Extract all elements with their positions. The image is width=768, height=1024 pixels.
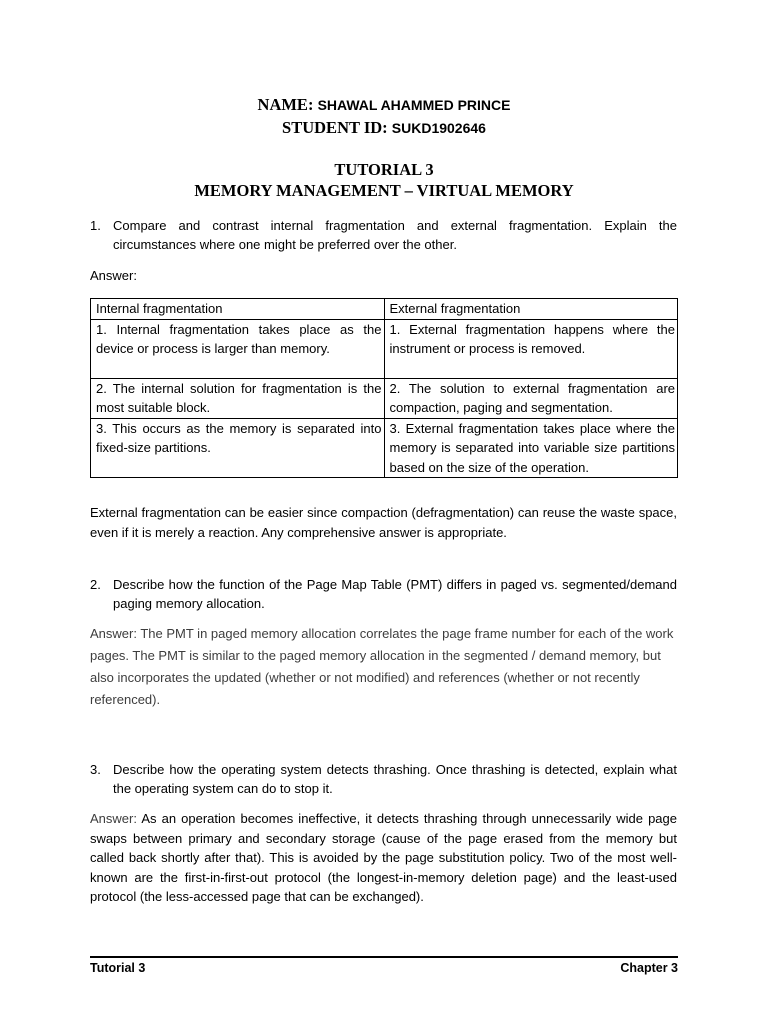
question-1-text: Compare and contrast internal fragmentation and external fragmentation. Explain the circumstances where one might be preferred over the other. <box>113 218 677 252</box>
table-header-cell: Internal fragmentation <box>91 299 385 320</box>
student-name: SHAWAL AHAMMED PRINCE <box>317 97 511 113</box>
footer-right: Chapter 3 <box>620 961 678 975</box>
table-header-cell: External fragmentation <box>384 299 678 320</box>
question-3-text: Describe how the operating system detects thrashing. Once thrashing is detected, explain what the operating system can do to stop it. <box>113 762 677 796</box>
table-cell: 1. External fragmentation happens where the instrument or process is removed. <box>384 319 678 378</box>
tutorial-title: TUTORIAL 3 <box>334 160 434 179</box>
answer-2-label: Answer: <box>90 626 137 641</box>
table-cell: 3. This occurs as the memory is separated into fixed-size partitions. <box>91 418 385 478</box>
student-id: SUKD1902646 <box>391 120 486 136</box>
table-cell: 2. The internal solution for fragmentation is the most suitable block. <box>91 378 385 418</box>
table-row <box>91 319 678 378</box>
answer-2 <box>90 623 680 711</box>
answer-2-text: The PMT in paged memory allocation correlates the page frame number for each of the work pages. The PMT is similar to the paged memory allocation in the segmented / demand memory, but also incorporates the updated (whether or not modified) and references (whether or not recently referenced). <box>90 626 674 707</box>
question-3-number: 3. <box>90 762 101 777</box>
table-header-row <box>91 299 678 320</box>
answer-1-label: Answer: <box>90 268 137 283</box>
table-cell: 1. Internal fragmentation takes place as the device or process is larger than memory. <box>91 319 385 378</box>
table-row <box>91 418 678 478</box>
answer-1-conclusion: External fragmentation can be easier since compaction (defragmentation) can reuse the waste space, even if it is merely a reaction. Any comprehensive answer is appropriate. <box>90 505 677 540</box>
tutorial-subtitle: MEMORY MANAGEMENT – VIRTUAL MEMORY <box>194 181 574 200</box>
answer-3 <box>90 809 677 907</box>
answer-3-text: As an operation becomes ineffective, it detects thrashing through unnecessarily wide page swaps between primary and secondary storage (cause of the page erased from the memory but called back shortly after that). This is avoided by the page substitution policy. Two of the most well-known are the first-in-first-out protocol (the longest-in-memory deletion page) and the least-used protocol (the less-accessed page that can be exchanged). <box>90 811 677 904</box>
table-cell: 2. The solution to external fragmentation are compaction, paging and segmentation. <box>384 378 678 418</box>
question-1-number: 1. <box>90 218 101 233</box>
footer-left: Tutorial 3 <box>90 961 146 975</box>
question-3 <box>90 760 677 798</box>
question-1 <box>90 216 677 254</box>
question-2-number: 2. <box>90 577 101 592</box>
question-2-text: Describe how the function of the Page Map Table (PMT) differs in paged vs. segmented/demand paging memory allocation. <box>113 577 677 611</box>
student-name-line <box>0 95 768 115</box>
student-id-line <box>0 118 768 138</box>
footer-divider <box>90 956 678 958</box>
answer-3-label: Answer: <box>90 811 137 826</box>
student-id-label: STUDENT ID: <box>282 118 388 137</box>
name-label: NAME: <box>257 95 314 114</box>
table-row <box>91 378 678 418</box>
table-cell: 3. External fragmentation takes place where the memory is separated into variable size partitions based on the size of the operation. <box>384 418 678 478</box>
question-2 <box>90 575 677 613</box>
fragmentation-table <box>90 298 678 478</box>
